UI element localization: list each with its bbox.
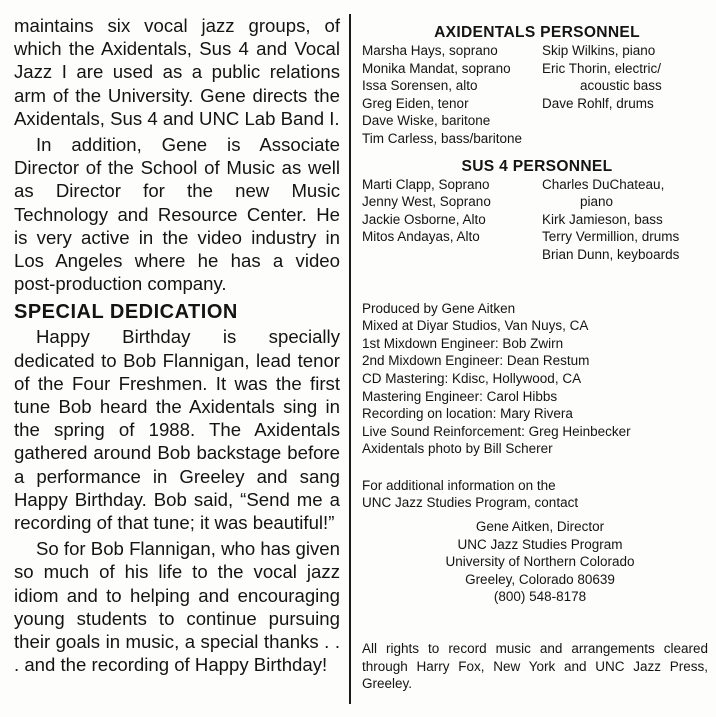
list-item: Kirk Jamieson, bass xyxy=(542,211,663,227)
credit-line: CD Mastering: Kdisc, Hollywood, CA xyxy=(362,370,582,386)
address-line: Greeley, Colorado 80639 xyxy=(465,571,615,587)
sus4-rhythm-section xyxy=(542,176,712,264)
dedication-heading: SPECIAL DEDICATION xyxy=(14,301,238,324)
list-item: Mitos Andayas, Alto xyxy=(362,229,480,245)
list-item: Dave Rohlf, drums xyxy=(542,95,654,111)
list-item: Eric Thorin, electric/ xyxy=(542,60,662,76)
right-column xyxy=(362,24,712,693)
phone-number: (800) 548-8178 xyxy=(493,589,587,605)
paragraph-thanks: So for Bob Flannigan, who has given so much of his life to the vocal jazz idiom and to helping and encouraging young students to continue pursuing their goals in music, a special thanks . . . and the recording of Happy Birthday! xyxy=(14,538,340,676)
contact-intro: For additional information on the xyxy=(362,477,556,493)
rights-notice: All rights to record music and arrangements cleared through Harry Fox, New York and UNC Jazz Press, Greeley. xyxy=(362,641,708,692)
list-item: acoustic bass xyxy=(580,78,662,94)
list-item: Charles DuChateau, xyxy=(542,176,665,192)
list-item: Dave Wiske, baritone xyxy=(362,113,491,129)
list-item: Marsha Hays, soprano xyxy=(362,43,498,58)
list-item: Jenny West, Soprano xyxy=(362,194,491,210)
credit-line: Mixed at Diyar Studios, Van Nuys, CA xyxy=(362,318,589,334)
list-item: piano xyxy=(580,194,614,210)
list-item: Brian Dunn, keyboards xyxy=(542,246,680,262)
column-divider xyxy=(349,14,351,704)
address-line: University of Northern Colorado xyxy=(445,554,635,570)
credit-line: Live Sound Reinforcement: Greg Heinbecker xyxy=(362,423,631,439)
sus4-roster xyxy=(362,176,712,264)
axidentals-vocalists xyxy=(362,42,542,148)
list-item: Issa Sorensen, alto xyxy=(362,78,478,94)
contact-address xyxy=(362,518,712,606)
credit-line: Axidentals photo by Bill Scherer xyxy=(362,441,553,457)
credit-line: 2nd Mixdown Engineer: Dean Restum xyxy=(362,353,590,369)
credit-line: Produced by Gene Aitken xyxy=(362,300,516,316)
credit-line: Recording on location: Mary Rivera xyxy=(362,406,573,422)
paragraph-associate-director: In addition, Gene is Associate Director of the School of Music as well as Director for the new Music Technology and Resource Center. He is very active in the video industry in Los Angeles where he has a video post-production company. xyxy=(14,134,340,295)
sus4-heading: SUS 4 PERSONNEL xyxy=(461,157,613,175)
list-item: Skip Wilkins, piano xyxy=(542,43,656,58)
credit-line: 1st Mixdown Engineer: Bob Zwirn xyxy=(362,335,564,351)
axidentals-heading: AXIDENTALS PERSONNEL xyxy=(434,24,640,41)
axidentals-rhythm-section xyxy=(542,42,712,148)
list-item: Jackie Osborne, Alto xyxy=(362,211,486,227)
address-line: UNC Jazz Studies Program xyxy=(457,536,623,552)
paragraph-groups: maintains six vocal jazz groups, of which the Axidentals, Sus 4 and Vocal Jazz I are used as a public relations arm of the University. Gene directs the Axidentals, Sus 4 and UNC Lab Band I. xyxy=(14,15,340,129)
list-item: Terry Vermillion, drums xyxy=(542,229,680,245)
list-item: Tim Carless, bass/baritone xyxy=(362,130,523,146)
credit-line: Mastering Engineer: Carol Hibbs xyxy=(362,388,558,404)
contact-intro: UNC Jazz Studies Program, contact xyxy=(362,495,579,511)
axidentals-roster xyxy=(362,42,712,148)
paragraph-dedication: Happy Birthday is specially dedicated to Bob Flannigan, lead tenor of the Four Freshmen. It was the first tune Bob heard the Axidentals sing in the spring of 1988. The Axidentals gathered around Bob backstage before a performance in Greeley and sang Happy Birthday. Bob said, “Send me a recording of that tune; it was beautiful!” xyxy=(14,326,340,534)
address-line: Gene Aitken, Director xyxy=(475,519,605,535)
left-column xyxy=(14,14,340,676)
list-item: Marti Clapp, Soprano xyxy=(362,176,490,192)
sus4-vocalists xyxy=(362,176,542,264)
list-item: Greg Eiden, tenor xyxy=(362,95,469,111)
production-credits xyxy=(362,300,712,458)
contact-block xyxy=(362,477,712,606)
list-item: Monika Mandat, soprano xyxy=(362,60,511,76)
